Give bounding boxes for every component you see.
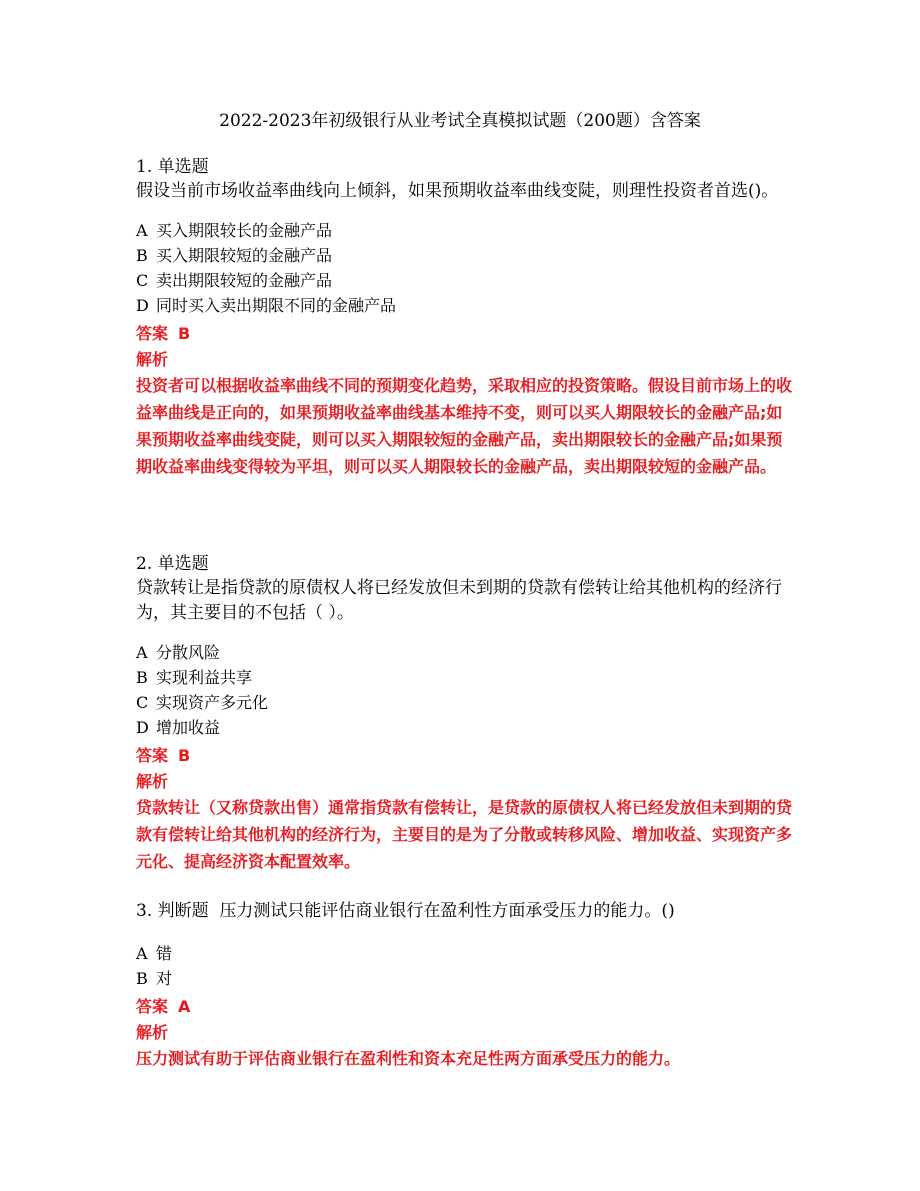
option-text: 错: [156, 944, 173, 963]
option-key: A: [136, 643, 148, 662]
option-c: [136, 268, 796, 293]
option-key: A: [136, 944, 148, 963]
answer-value: B: [178, 746, 191, 765]
option-text: 同时买入卖出期限不同的金融产品: [156, 296, 397, 315]
option-a: [136, 218, 796, 243]
option-b: [136, 665, 796, 690]
question-stem: 压力测试只能评估商业银行在盈利性方面承受压力的能力。(): [219, 901, 675, 921]
option-key: A: [136, 221, 148, 240]
analysis-text: 压力测试有助于评估商业银行在盈利性和资本充足性两方面承受压力的能力。: [136, 1049, 681, 1068]
option-key: D: [136, 718, 149, 737]
question-stem: 贷款转让是指贷款的原债权人将已经发放但未到期的贷款有偿转让给其他机构的经济行为，其主要目的不包括（ ）。: [136, 578, 782, 623]
question-header: 3. 判断题: [136, 901, 209, 921]
option-text: 买入期限较长的金融产品: [156, 221, 333, 240]
answer-label: 答案: [136, 746, 169, 765]
answer-line: [136, 320, 796, 347]
question-stem: 假设当前市场收益率曲线向上倾斜，如果预期收益率曲线变陡，则理性投资者首选()。: [136, 181, 779, 201]
option-key: C: [136, 271, 149, 290]
option-key: B: [136, 246, 148, 265]
option-text: 对: [156, 969, 173, 988]
option-text: 增加收益: [156, 718, 221, 737]
option-a: [136, 941, 796, 966]
document-title: 2022-2023年初级银行从业考试全真模拟试题（200题）含答案: [219, 111, 701, 131]
option-a: [136, 640, 796, 665]
option-b: [136, 243, 796, 268]
analysis-label: 解析: [136, 772, 169, 791]
answer-line: [136, 742, 796, 769]
answer-line: [136, 993, 796, 1020]
question-2: [136, 552, 796, 875]
question-header: 1. 单选题: [136, 157, 209, 177]
option-d: [136, 293, 796, 318]
answer-label: 答案: [136, 324, 169, 343]
analysis-text: 投资者可以根据收益率曲线不同的预期变化趋势，采取相应的投资策略。假设目前市场上的收益率曲线是正向的，如果预期收益率曲线基本维持不变，则可以买人期限较长的金融产品;如果预期收益率曲线变陡，则可以买入期限较短的金融产品，卖出期限较长的金融产品;如果预期收益率曲线变得较为平坦，则可以买人期限较长的金融产品，卖出期限较短的金融产品。: [136, 376, 793, 476]
option-text: 实现资产多元化: [156, 693, 269, 712]
option-text: 买入期限较短的金融产品: [156, 246, 333, 265]
question-header: 2. 单选题: [136, 554, 209, 574]
option-key: D: [136, 296, 149, 315]
answer-value: B: [178, 324, 191, 343]
option-list: [136, 941, 796, 991]
question-3: [136, 899, 796, 1072]
analysis-label: 解析: [136, 1023, 169, 1042]
question-header-line: [136, 899, 796, 923]
option-key: B: [136, 969, 148, 988]
option-b: [136, 966, 796, 991]
option-list: [136, 640, 796, 740]
option-key: C: [136, 693, 149, 712]
option-d: [136, 715, 796, 740]
option-text: 分散风险: [156, 643, 221, 662]
option-list: [136, 218, 796, 318]
option-text: 实现利益共享: [156, 668, 253, 687]
analysis-label: 解析: [136, 350, 169, 369]
option-text: 卖出期限较短的金融产品: [156, 271, 333, 290]
answer-label: 答案: [136, 997, 169, 1016]
analysis-text: 贷款转让（又称贷款出售）通常指贷款有偿转让，是贷款的原债权人将已经发放但未到期的贷款有偿转让给其他机构的经济行为，主要目的是为了分散或转移风险、增加收益、实现资产多元化、提高经济资本配置效率。: [136, 798, 793, 871]
answer-value: A: [178, 997, 191, 1016]
option-c: [136, 690, 796, 715]
question-1: [136, 155, 796, 480]
option-key: B: [136, 668, 148, 687]
